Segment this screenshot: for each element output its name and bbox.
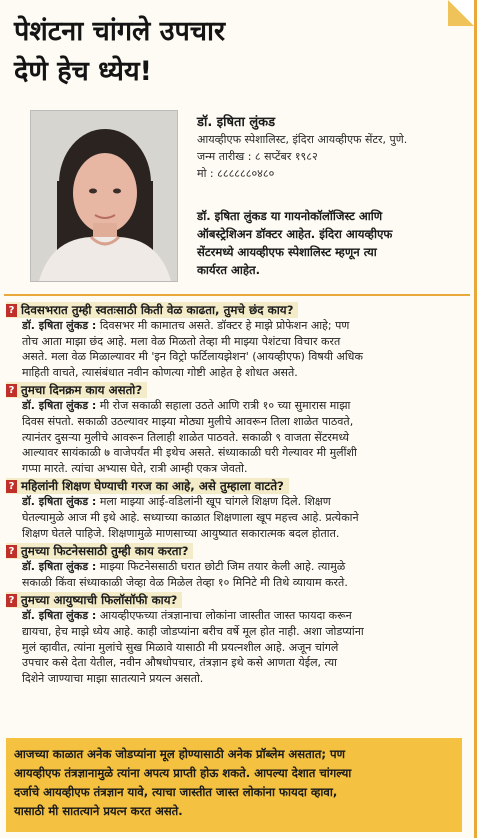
footer-line: यासाठी मी सातत्याने प्रयत्न करत असते. [14, 804, 183, 818]
question [6, 478, 466, 494]
speaker-label: डॉ. इषिता लुंकड : [22, 399, 97, 413]
bio-line: सेंटरमध्ये आयव्हीएफ स्पेशालिस्ट म्हणून त्या [197, 245, 377, 259]
answer-line: माहिती वाचते, त्यासंबंधात नवीन कोणत्या गोष्टी आहेत हे शोधत असते. [22, 365, 298, 379]
answer-text: मी रोज सकाळी सहाला उठते आणि रात्री १० च्या सुमारास माझा [96, 399, 351, 413]
footer-line: आजच्या काळात अनेक जोडप्यांना मूल होण्यासाठी अनेक प्रॉब्लेम असतात; पण [14, 747, 345, 761]
answer-line: दिवस संपतो. सकाळी उठल्यावर माझ्या मोठ्या मुलीचे आवरून तिला शाळेत पाठवते, [22, 414, 354, 428]
question [6, 382, 466, 398]
question-mark-icon: ? [6, 480, 17, 493]
answer [6, 494, 466, 541]
answer-line: त्यानंतर दुसऱ्या मुलीचे आवरून तिलाही शाळेत पाठवते. सकाळी ९ वाजता सेंटरमध्ये [22, 430, 349, 444]
headline-line-2: देणे हेच ध्येय! [14, 56, 152, 87]
answer-line [22, 608, 466, 624]
bio-line: कार्यरत आहेत. [197, 263, 261, 277]
footer-line: आयव्हीएफ तंत्रज्ञानामुळे त्यांना अपत्य प्राप्ती होऊ शकते. आपल्या देशात चांगल्या [14, 766, 352, 780]
doctor-bio [197, 207, 462, 279]
speaker-label: डॉ. इषिता लुंकड : [22, 560, 97, 574]
answer-line [22, 318, 466, 334]
question [6, 592, 466, 608]
question-highlight [6, 543, 193, 559]
answer-line: दिशेने जाण्याचा माझा सातत्याने प्रयत्न असतो. [22, 671, 204, 685]
folded-corner [448, 0, 474, 26]
question-text: तुमचा दिनक्रम काय असतो? [21, 383, 143, 398]
question-highlight [6, 302, 298, 318]
question-mark-icon: ? [6, 594, 17, 607]
doctor-name: डॉ. इषिता लुंकड [197, 115, 276, 130]
answer-line [22, 559, 466, 575]
section-divider [4, 294, 470, 296]
question-mark-icon: ? [6, 384, 17, 397]
qa-section [6, 300, 466, 686]
mobile-number: मो : ८८८८८८०४८० [197, 167, 275, 180]
answer-line: शिक्षण घेतले पाहिजे. शिक्षणामुळे माणसाच्या आयुष्यात सकारात्मक बदल होतात. [22, 526, 340, 540]
footer-quote [6, 738, 462, 828]
answer-line: द्यायचा, हेच माझे ध्येय आहे. काही जोडप्यांना बरीच वर्षे मूल होत नाही. अशा जोडप्यांना [22, 624, 364, 638]
headline [14, 12, 434, 92]
footer-quote-box [6, 738, 462, 832]
footer-line: दर्जाचे आयव्हीएफ तंत्रज्ञान यावे, त्याचा जास्तीत जास्त लोकांना फायदा व्हावा, [14, 785, 338, 799]
speaker-label: डॉ. इषिता लुंकड : [22, 609, 97, 623]
speaker-label: डॉ. इषिता लुंकड : [22, 495, 97, 509]
answer-line: सकाळी किंवा संध्याकाळी जेव्हा वेळ मिळेल तेव्हा १० मिनिटे मी तिथे व्यायाम करते. [22, 575, 348, 589]
question [6, 302, 466, 318]
bio-line: डॉ. इषिता लुंकड या गायनोकॉलॉजिस्ट आणि [197, 209, 383, 223]
answer-line [22, 398, 466, 414]
answer-line: उपचार कसे देता येतील, नवीन औषधोपचार, तंत्रज्ञान इथे कसे आणता येईल, त्या [22, 656, 337, 670]
doctor-info [197, 131, 467, 182]
answer-line: मुलं व्हावीत, त्यांना मुलांचे सुख मिळावे यासाठी मी प्रयत्नशील आहे. अजून चांगले [22, 640, 339, 654]
answer-line [22, 494, 466, 510]
answer-line: असते. मला वेळ मिळाल्यावर मी 'इन विट्रो फर्टिलायझेशन' (आयव्हीएफ) विषयी अधिक [22, 350, 363, 364]
bio-line: ऑबस्ट्रेशिअन डॉक्टर आहेत. इंदिरा आयव्हीएफ [197, 227, 393, 241]
question-mark-icon: ? [6, 545, 17, 558]
answer-text: दिवसभर मी कामातच असते. डॉक्टर हे माझे प्रोफेशन आहे; पण [96, 319, 350, 332]
profile-photo [30, 110, 178, 282]
answer-line: घेतल्यामुळे आज मी इथे आहे. सध्याच्या काळात शिक्षणाला खूप महत्त्व आहे. प्रत्येकाने [22, 510, 359, 524]
question-text: महिलांनी शिक्षण घेण्याची गरज का आहे, असे तुम्हाला वाटते? [21, 479, 284, 494]
answer [6, 608, 466, 686]
portrait-illustration [31, 111, 177, 281]
answer [6, 559, 466, 590]
designation: आयव्हीएफ स्पेशालिस्ट, इंदिरा आयव्हीएफ सेंटर, पुणे. [197, 133, 408, 146]
question-text: तुमच्या आयुष्याची फिलॉसॉफी काय? [21, 593, 178, 608]
answer [6, 318, 466, 380]
question-text: दिवसभरात तुम्ही स्वतःसाठी किती वेळ काढता, तुमचे छंद काय? [21, 303, 294, 317]
birth-date: जन्म तारीख : ८ सप्टेंबर १९८२ [197, 150, 318, 163]
answer-line: आल्यावर सायंकाळी ७ वाजेपर्यंत मी इथेच असते. संध्याकाळी घरी गेल्यावर मी मुलींशी [22, 446, 357, 460]
headline-line-1: पेशंटना चांगले उपचार [14, 16, 226, 47]
answer-text: आयव्हीएफच्या तंत्रज्ञानाचा लोकांना जास्तीत जास्त फायदा करून [96, 609, 352, 623]
question-text: तुमच्या फिटनेससाठी तुम्ही काय करता? [21, 544, 189, 559]
question-highlight [6, 478, 289, 494]
answer-line: गप्पा मारते. त्यांचा अभ्यास घेते, रात्री आम्ही एकत्र जेवतो. [22, 461, 248, 475]
question-mark-icon: ? [6, 304, 17, 317]
answer [6, 398, 466, 476]
answer-line: तोच आता माझा छंद आहे. मला वेळ मिळतो तेव्हा मी माझ्या पेशंटचा विचार करत [22, 334, 341, 348]
question [6, 543, 466, 559]
answer-text: माझ्या फिटनेससाठी घरात छोटी जिम तयार केली आहे. त्यामुळे [96, 560, 346, 574]
question-highlight [6, 592, 182, 608]
question-highlight [6, 382, 147, 398]
speaker-label: डॉ. इषिता लुंकड : [22, 319, 97, 332]
answer-text: मला माझ्या आई-वडिलांनी खूप चांगले शिक्षण दिले. शिक्षण [96, 495, 331, 509]
